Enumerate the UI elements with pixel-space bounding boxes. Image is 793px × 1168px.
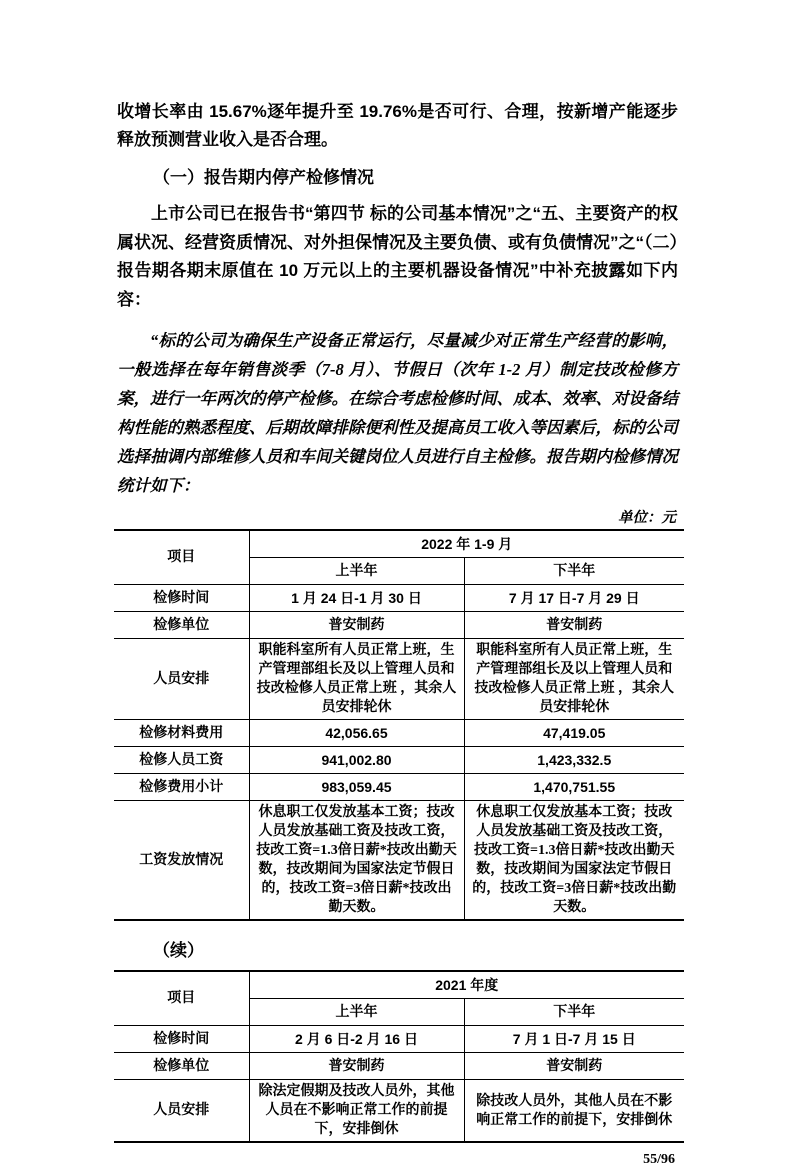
- table-header-item: 项目: [167, 991, 196, 1006]
- cell-value: 983,059.45: [249, 774, 464, 801]
- table-row: [114, 1053, 684, 1080]
- table-row: [114, 585, 684, 612]
- cell-value: 除法定假期及技改人员外，其他人员在不影响正常工作的前提下，安排倒休: [249, 1080, 464, 1143]
- cell-value: 休息职工仅发放基本工资；技改人员发放基础工资及技改工资，技改工资=1.3倍日薪*技改出勤天数，技改期间为国家法定节假日的，技改工资=3倍日薪*技改出勤天数。: [464, 801, 684, 921]
- row-label: 人员安排: [114, 1080, 249, 1143]
- table-row: [114, 747, 684, 774]
- cell-value: 7 月 1 日-7 月 15 日: [464, 1026, 684, 1053]
- row-label: 工资发放情况: [114, 801, 249, 921]
- cell-value: 普安制药: [249, 612, 464, 639]
- intro-paragraph: 收增长率由 15.67%逐年提升至 19.76%是否可行、合理，按新增产能逐步释放预测营业收入是否合理。: [117, 102, 678, 149]
- continued-label: （续）: [153, 941, 204, 960]
- row-label: 检修时间: [114, 1026, 249, 1053]
- cell-value: 42,056.65: [249, 720, 464, 747]
- row-label: 人员安排: [114, 639, 249, 720]
- row-label: 检修人员工资: [114, 747, 249, 774]
- cell-value: 普安制药: [249, 1053, 464, 1080]
- maintenance-table-2021: [114, 970, 684, 1143]
- table-header-first-half: 上半年: [249, 999, 464, 1026]
- table-row: [114, 612, 684, 639]
- row-label: 检修时间: [114, 585, 249, 612]
- cell-value: 7 月 17 日-7 月 29 日: [464, 585, 684, 612]
- section-heading: （一）报告期内停产检修情况: [153, 168, 374, 187]
- row-label: 检修材料费用: [114, 720, 249, 747]
- cell-value: 1,470,751.55: [464, 774, 684, 801]
- table-header-first-half: 上半年: [249, 558, 464, 585]
- table-row: [114, 1080, 684, 1143]
- table-row: [114, 801, 684, 921]
- cell-value: 职能科室所有人员正常上班，生产管理部组长及以上管理人员和技改检修人员正常上班 ，其余人员安排轮休: [249, 639, 464, 720]
- disclosure-paragraph: 上市公司已在报告书“第四节 标的公司基本情况”之“五、主要资产的权属状况、经营资质情况、对外担保情况及主要负债、或有负债情况”之“（二）报告期各期末原值在 10 万元以上的主要机器设备情况”中补充披露如下内容：: [117, 204, 678, 309]
- table-row: [114, 639, 684, 720]
- cell-value: 职能科室所有人员正常上班，生产管理部组长及以上管理人员和技改检修人员正常上班 ，其余人员安排轮休: [464, 639, 684, 720]
- maintenance-table-2022: [114, 529, 684, 921]
- table-header-item: 项目: [167, 550, 196, 565]
- table-header-period: 2022 年 1-9 月: [249, 530, 684, 558]
- cell-value: 普安制药: [464, 1053, 684, 1080]
- cell-value: 2 月 6 日-2 月 16 日: [249, 1026, 464, 1053]
- table-row: [114, 774, 684, 801]
- page-number: 55/96: [643, 1152, 675, 1167]
- cell-value: 47,419.05: [464, 720, 684, 747]
- row-label: 检修单位: [114, 612, 249, 639]
- cell-value: 1 月 24 日-1 月 30 日: [249, 585, 464, 612]
- table-row: [114, 1026, 684, 1053]
- table-header-second-half: 下半年: [464, 558, 684, 585]
- cell-value: 1,423,332.5: [464, 747, 684, 774]
- cell-value: 941,002.80: [249, 747, 464, 774]
- cell-value: 除技改人员外，其他人员在不影响正常工作的前提下，安排倒休: [464, 1080, 684, 1143]
- row-label: 检修费用小计: [114, 774, 249, 801]
- row-label: 检修单位: [114, 1053, 249, 1080]
- table-header-second-half: 下半年: [464, 999, 684, 1026]
- quoted-disclosure-paragraph: “标的公司为确保生产设备正常运行，尽量减少对正常生产经营的影响，一般选择在每年销售淡季（7-8 月）、节假日（次年 1-2 月）制定技改检修方案，进行一年两次的停产检修。在综合考虑检修时间、成本、效率、对设备结构性能的熟悉程度、后期故障排除便利性及提高员工收入等因素后，标的公司选择抽调内部维修人员和车间关键岗位人员进行自主检修。报告期内检修情况统计如下：: [117, 331, 678, 495]
- cell-value: 休息职工仅发放基本工资；技改人员发放基础工资及技改工资，技改工资=1.3倍日薪*技改出勤天数，技改期间为国家法定节假日的，技改工资=3倍日薪*技改出勤天数。: [249, 801, 464, 921]
- cell-value: 普安制药: [464, 612, 684, 639]
- table-row: [114, 720, 684, 747]
- unit-label: 单位：元: [618, 510, 676, 526]
- table-header-period: 2021 年度: [249, 971, 684, 999]
